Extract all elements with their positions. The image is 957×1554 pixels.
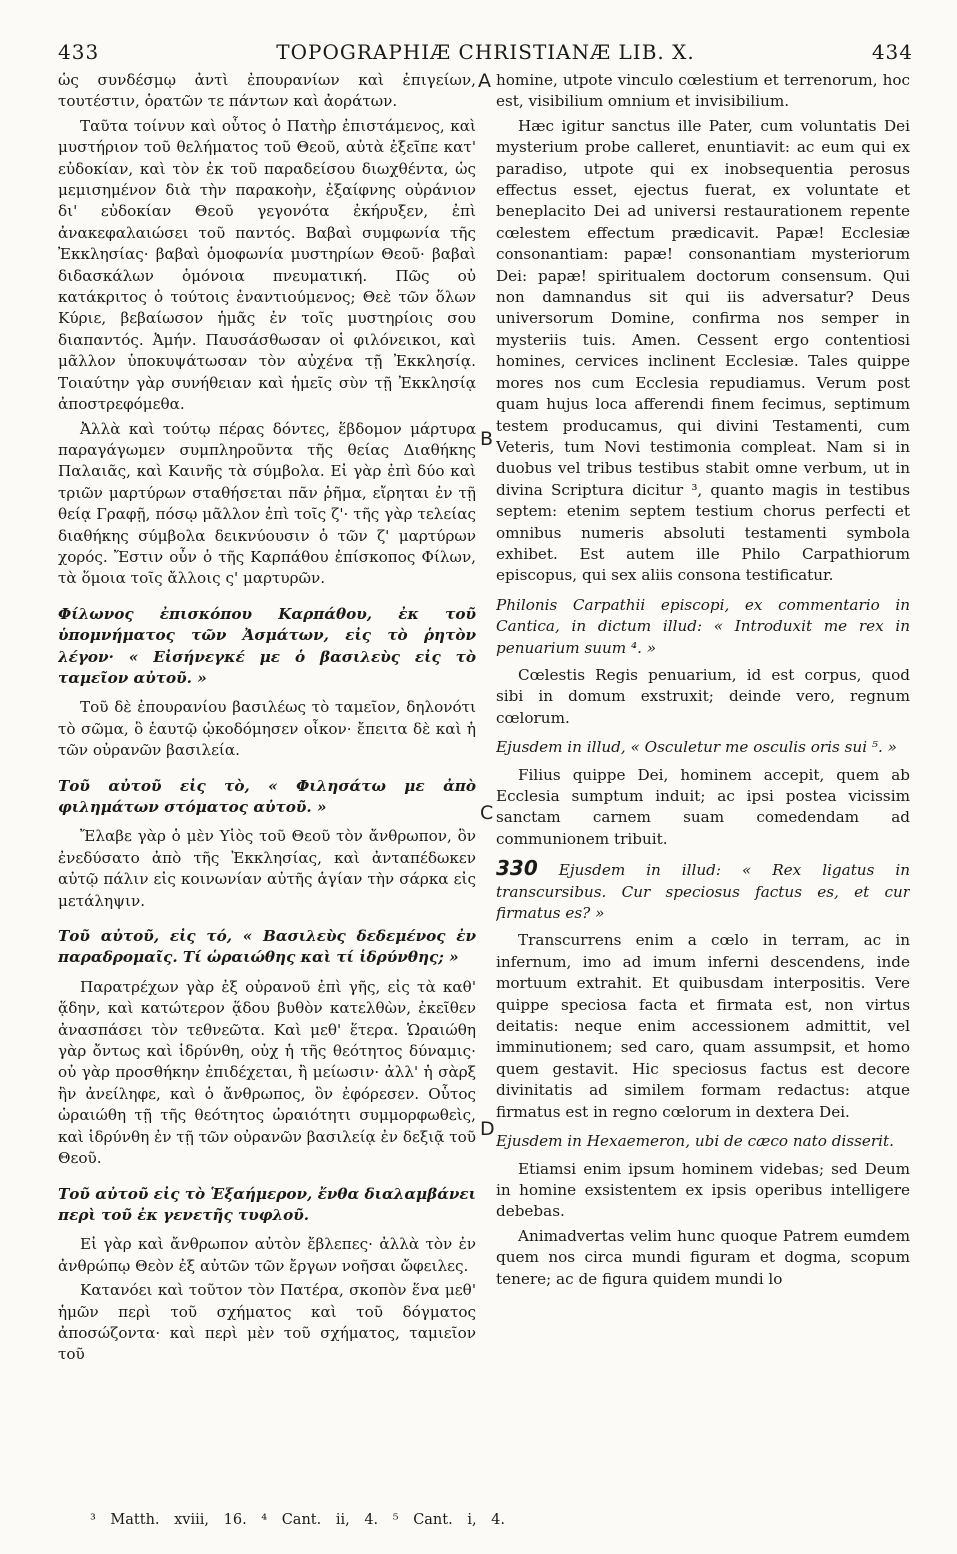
greek-paragraph: Τοῦ δὲ ἐπουρανίου βασιλέως τὸ ταμεῖον, δηλονότι τὸ σῶμα, ὃ ἑαυτῷ ᾠκοδόμησεν οἶκον· ἔπειτα δὲ καὶ ἡ τῶν οὐρανῶν βασιλεία.: [58, 698, 476, 760]
latin-paragraph: Animadvertas velim hunc quoque Patrem eumdem quem nos circa mundi figuram et dogma, scopum tenere; ac de figura quidem mundi lo: [496, 1226, 910, 1288]
latin-paragraph: homine, utpote vinculo cœlestium et terrenorum, hoc est, visibilium omnium et invisibilium.: [496, 71, 910, 111]
margin-marker-d: D: [480, 1118, 495, 1140]
greek-heading: Φίλωνος ἐπισκόπου Καρπάθου, ἐκ τοῦ ὑπομνήματος τῶν Ἀσμάτων, εἰς τὸ ῥητὸν λέγον· « Εἰσήνεγκέ με ὁ βασιλεὺς εἰς τὸ ταμεῖον αὐτοῦ. »: [58, 604, 476, 687]
footnotes: ³ Matth. xviii, 16. ⁴ Cant. ii, 4. ⁵ Cant. i, 4.: [90, 1512, 506, 1528]
greek-heading: Τοῦ αὐτοῦ εἰς τὸ, « Φιλησάτω με ἀπὸ φιλημάτων στόματος αὐτοῦ. »: [58, 776, 476, 816]
margin-marker-a: A: [478, 70, 491, 92]
margin-marker-c: C: [480, 802, 494, 824]
latin-heading: Ejusdem in Hexaemeron, ubi de cæco nato disserit.: [496, 1132, 894, 1151]
latin-heading: [496, 858, 910, 924]
latin-column: [496, 70, 910, 1494]
latin-heading: Philonis Carpathii episcopi, ex commentario in Cantica, in dictum illud: « Introduxit me rex in penuarium suum ⁴. »: [496, 595, 910, 657]
latin-paragraph: Transcurrens enim a cœlo in terram, ac in infernum, imo ad imum inferni descendens, inde mortuum extrahit. Et quibusdam interpositis. Vere quippe speciosa facta et firmata est, non virtus deitatis: neque enim accessionem admittit, vel imminutionem; sed caro, quam assumpsit, et homo quem gestavit. Hic speciosus factus est decore divinitatis ad similem formam redactus: atque firmatus est in regno cœlorum in dextera Dei.: [496, 931, 910, 1121]
running-header: [58, 40, 913, 70]
greek-heading: Τοῦ αὐτοῦ εἰς τὸ Ἑξαήμερον, ἔνθα διαλαμβάνει περὶ τοῦ ἐκ γενετῆς τυφλοῦ.: [58, 1184, 476, 1224]
margin-marker-b: B: [480, 428, 494, 450]
latin-paragraph: Cœlestis Regis penuarium, id est corpus, quod sibi in domum exstruxit; deinde vero, regnum cœlorum.: [496, 665, 910, 727]
latin-paragraph: Filius quippe Dei, hominem accepit, quem ab Ecclesia sumptum induit; ac ipsi postea vicissim sanctam carnem suam comedendam ad communionem tribuit.: [496, 765, 910, 848]
greek-paragraph: Ταῦτα τοίνυν καὶ οὗτος ὁ Πατὴρ ἐπιστάμενος, καὶ μυστήριον τοῦ θελήματος τοῦ Θεοῦ, αὐτὰ ἐξεῖπε κατ' εὐδοκίαν, καὶ τὸν ἐκ τοῦ παραδείσου διωχθέντα, ὡς μεμισημένον διὰ τὴν παρακοὴν, ἐξαίφνης οὐράνιον δι' εὐδοκίαν Θεοῦ γεγονότα ἐκήρυξεν, ἐπὶ ἀνακεφαλαιώσει τοῦ παντός. Βαβαὶ συμφωνία τῆς Ἐκκλησίας· βαβαὶ ὁμοφωνία μυστηρίων Θεοῦ· βαβαὶ διδασκάλων ὁμόνοια πνευματική. Πῶς οὐ κατάκριτος ὁ τούτοις ἐναντιούμενος; Θεὲ τῶν ὅλων Κύριε, βεβαίωσον ἡμᾶς ἐν τοῖς μυστηρίοις σου διαπαντός. Ἀμήν. Παυσάσθωσαν οἱ φιλόνεικοι, καὶ μᾶλλον ὑποκυψάτωσαν τὸν αὐχένα τῇ Ἐκκλησίᾳ. Τοιαύτην γὰρ συνήθειαν καὶ ἡμεῖς σὺν τῇ Ἐκκλησίᾳ ἀποστρεφόμεθα.: [58, 116, 476, 414]
greek-paragraph: Κατανόει καὶ τοῦτον τὸν Πατέρα, σκοπὸν ἕνα μεθ' ἡμῶν περὶ τοῦ σχήματος καὶ τοῦ δόγματος ἀποσώζοντα· καὶ περὶ μὲν τοῦ σχήματος, ταμιεῖον τοῦ: [58, 1281, 476, 1364]
greek-paragraph: Ἀλλὰ καὶ τούτῳ πέρας δόντες, ἕβδομον μάρτυρα παραγάγωμεν συμπληροῦντα τῆς θείας Διαθήκης Παλαιᾶς, καὶ Καινῆς τὰ σύμβολα. Εἰ γὰρ ἐπὶ δύο καὶ τριῶν μαρτύρων σταθήσεται πᾶν ῥῆμα, εἴρηται ἐν τῇ θείᾳ Γραφῇ, πόσῳ μᾶλλον ἐπὶ τοῖς ζ'· τῆς γὰρ τελείας διαθήκης σύμβολα δεικνύουσιν ὁ τῶν ζ' μαρτύρων χορός. Ἔστιν οὖν ὁ τῆς Καρπάθου ἐπίσκοπος Φίλων, τὰ ὅμοια τοῖς ἄλλοις ς' μαρτυρῶν.: [58, 419, 476, 588]
running-title: TOPOGRAPHIÆ CHRISTIANÆ LIB. X.: [276, 40, 695, 64]
greek-column: [58, 70, 476, 1494]
latin-heading-text: Ejusdem in illud: « Rex ligatus in transcursibus. Cur speciosus factus es, et cur firmatus es? »: [496, 861, 910, 923]
greek-heading: Τοῦ αὐτοῦ, εἰς τό, « Βασιλεὺς δεδεμένος ἐν παραδρομαῖς. Τί ὡραιώθης καὶ τί ἱδρύνθης; »: [58, 927, 476, 967]
latin-heading: Ejusdem in illud, « Osculetur me osculis oris sui ⁵. »: [496, 738, 897, 757]
greek-paragraph: Παρατρέχων γὰρ ἐξ οὐρανοῦ ἐπὶ γῆς, εἰς τὰ καθ' ᾅδην, καὶ κατώτερον ᾅδου βυθὸν κατελθὼν, ἐκεῖθεν ἀνασπάσει τὸν τεθνεῶτα. Καὶ μεθ' ἕτερα. Ὡραιώθη γὰρ ὄντως καὶ ἱδρύνθη, οὐχ ἡ τῆς θεότητος δύναμις· οὐ γὰρ προσθήκην ἐπιδέχεται, ἢ μείωσιν· ἀλλ' ἡ σὰρξ ἣν ἀνείληφε, καὶ ὁ ἄνθρωπος, ὃν ἐφόρεσεν. Οὗτος ὡραιώθη τῇ τῆς θεότητος ὡραιότητι συμμορφωθεὶς, καὶ ἱδρύνθη ἐν τῇ τῶν οὐρανῶν βασιλείᾳ ἐν δεξιᾷ τοῦ Θεοῦ.: [58, 977, 476, 1168]
page-number-right: 434: [871, 40, 913, 64]
greek-paragraph: Ἔλαβε γὰρ ὁ μὲν Υἱὸς τοῦ Θεοῦ τὸν ἄνθρωπον, ὃν ἐνεδύσατο ἀπὸ τῆς Ἐκκλησίας, καὶ ἀνταπέδωκεν αὐτῷ πάλιν εἰς κοινωνίαν αὐτῆς ἁγίαν τὴν σάρκα εἰς μετάληψιν.: [58, 827, 476, 910]
page-number-left: 433: [58, 40, 100, 64]
greek-paragraph: ὡς συνδέσμῳ ἀντὶ ἐπουρανίων καὶ ἐπιγείων, τουτέστιν, ὁρατῶν τε πάντων καὶ ἀοράτων.: [58, 71, 476, 111]
latin-paragraph: Hæc igitur sanctus ille Pater, cum voluntatis Dei mysterium probe calleret, enuntiavit: ac eum qui ex paradiso, utpote qui ex inobsequentia perosus effectus esset, ejectus fuerat, ex voluntate et beneplacito Dei ad universi restaurationem repente cœlestem effectum prædicavit. Papæ! Ecclesiæ consonantiam: papæ! consonantiam mysteriorum Dei: papæ! spiritualem doctorum consensum. Qui non damnandus sit qui iis adversatur? Deus universorum Domine, confirma nos semper in mysteriis tuis. Amen. Cessent ergo contentiosi homines, cervices inclinent Ecclesiæ. Tales quippe mores nos cum Ecclesia repudiamus. Verum post quam hujus loca afferendi finem fecimus, septimum testem producamus, qui divini Testamenti, cum Veteris, tum Novi testimonia compleat. Nam si in duobus vel tribus testibus stabit omne verbum, ut in divina Scriptura dicitur ³, quanto magis in testibus septem: etenim septem testium chorus perfecti et omnibus numeris absoluti testamenti symbola exhibet. Est autem ille Philo Carpathiorum episcopus, qui sex aliis consona testificatur.: [496, 116, 910, 585]
latin-paragraph: Etiamsi enim ipsum hominem videbas; sed Deum in homine exsistentem ex ipsis operibus intelligere debebas.: [496, 1159, 910, 1221]
column-number: 330: [496, 856, 538, 881]
greek-paragraph: Εἰ γὰρ καὶ ἄνθρωπον αὐτὸν ἔβλεπες· ἀλλὰ τὸν ἐν ἀνθρώπῳ Θεὸν ἐξ αὐτῶν τῶν ἔργων νοῆσαι ὤφειλες.: [58, 1235, 476, 1275]
